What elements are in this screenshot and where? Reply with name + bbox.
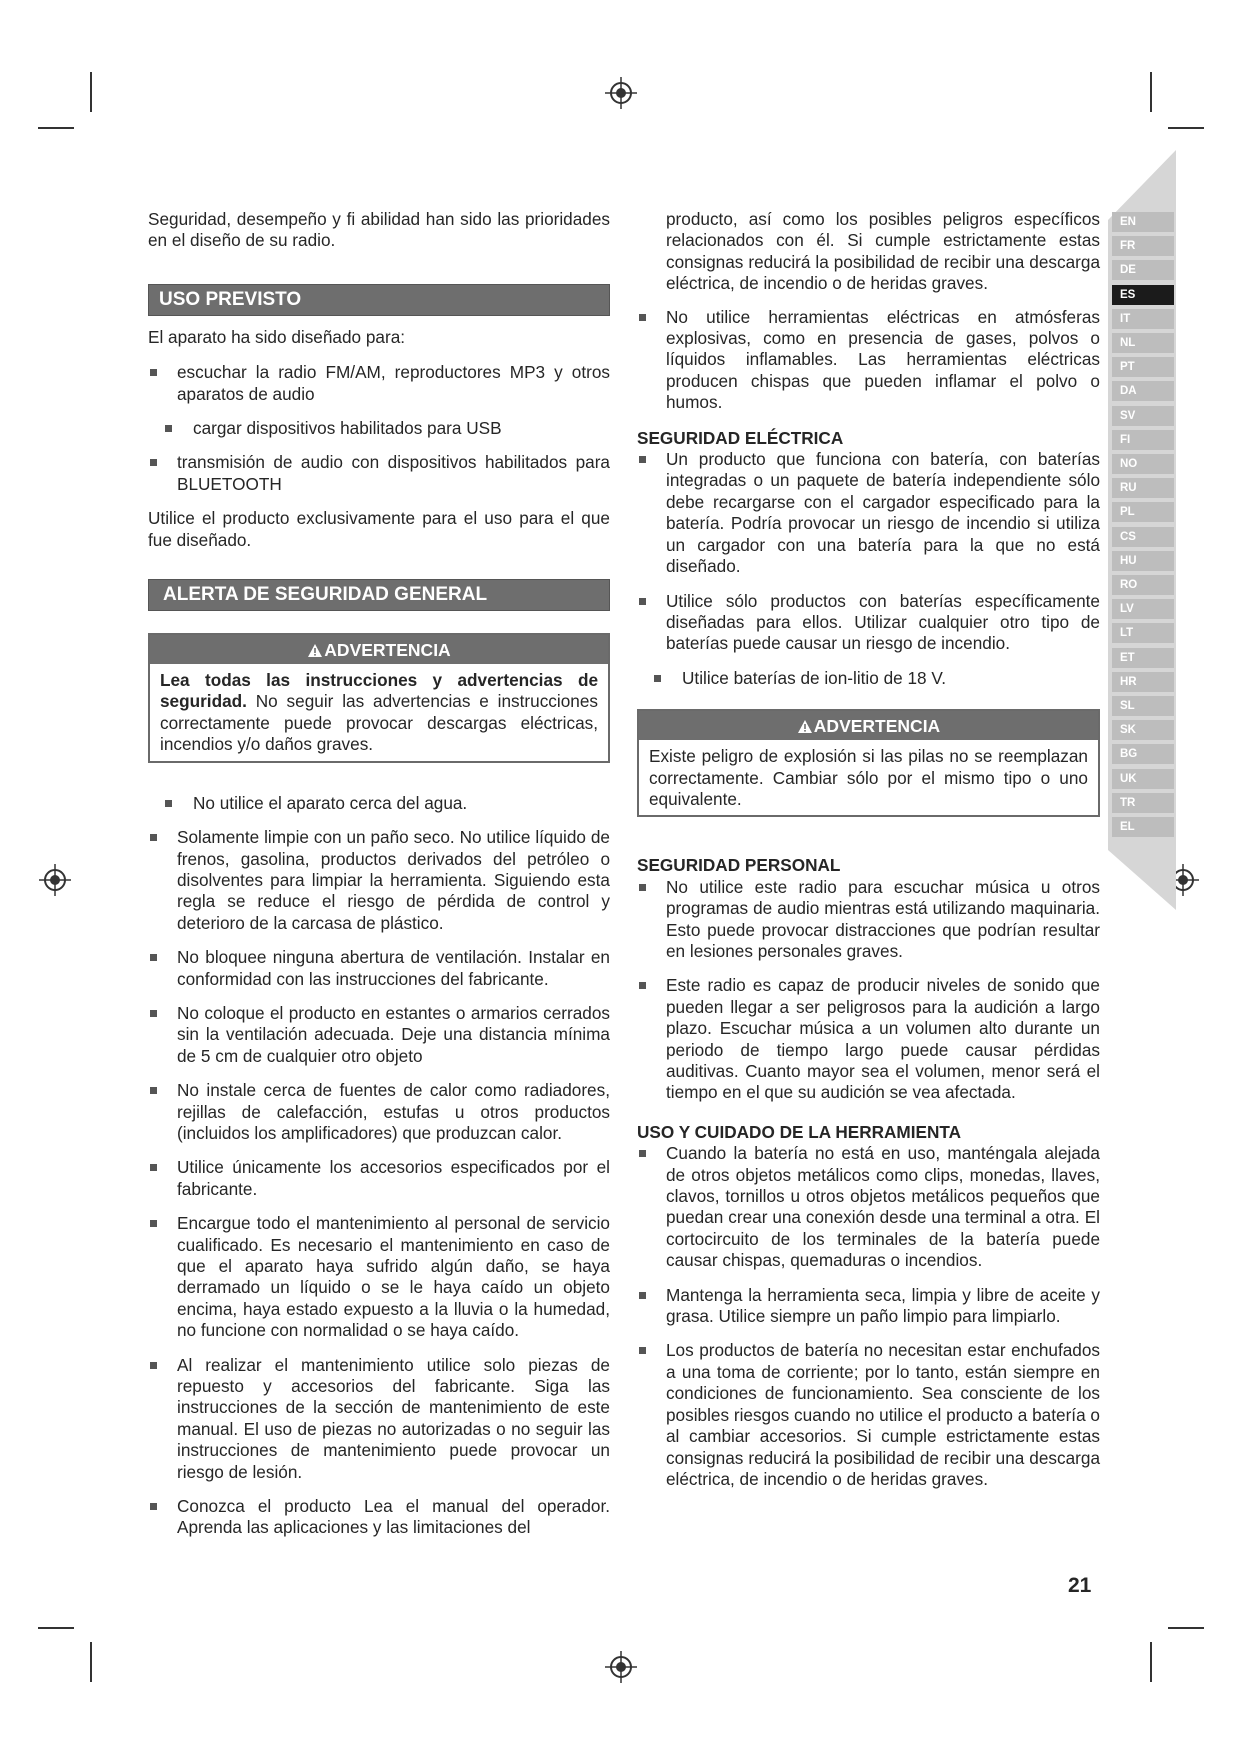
crop-mark [90, 72, 92, 112]
list-item: No utilice herramientas eléctricas en atmósferas explosivas, como en presencia de gases, polvos o líquidos inflamables. Las herramientas eléctricas producen chispas que pueden inflamar el polvo o humos. [637, 307, 1100, 414]
list-item: Al realizar el mantenimiento utilice solo piezas de repuesto y accesorios del fabricante. Siga las instrucciones de la sección de mantenimiento de este manual. El uso de piezas no autorizadas o no seguir las instrucciones de mantenimiento puede provocar un riesgo de lesión. [148, 1355, 610, 1483]
section-heading-alerta: ALERTA DE SEGURIDAD GENERAL [148, 579, 610, 611]
section-heading-cuidado: USO Y CUIDADO DE LA HERRAMIENTA [637, 1121, 962, 1142]
registration-mark-icon [604, 1650, 638, 1684]
list-item: No utilice el aparato cerca del agua. [148, 793, 610, 814]
list-item: Cuando la batería no está en uso, manténgala alejada de otros objetos metálicos como clips, monedas, llaves, clavos, tornillos u otros objetos metálicos pequeños que puedan crear una conexión desde una terminal a otra. El cortocircuito de los terminales de la batería puede causar chispas, quemaduras o incendios. [637, 1143, 1100, 1271]
registration-mark-icon [604, 76, 638, 110]
uso-previsto-lead: El aparato ha sido diseñado para: [148, 326, 406, 347]
electrica-list [637, 449, 1100, 689]
language-tab-sv: SV [1112, 406, 1174, 426]
page-number: 21 [1068, 1574, 1092, 1597]
warning-header [150, 635, 608, 664]
language-tab-lt: LT [1112, 623, 1174, 643]
warning-triangle-icon [307, 643, 323, 658]
uso-previsto-closing: Utilice el producto exclusivamente para el uso para el que fue diseñado. [148, 508, 610, 550]
warning-title: ADVERTENCIA [813, 716, 941, 737]
language-tab-et: ET [1112, 648, 1174, 668]
uso-previsto-list [148, 362, 610, 495]
warning-box [148, 633, 610, 763]
continued-text: producto, así como los posibles peligros específicos relacionados con él. Si cumple estrictamente estas consignas reducirá la posibilidad de recibir una descarga eléctrica, de incendio o de heridas graves. [666, 209, 1100, 294]
language-tab-fr: FR [1112, 236, 1174, 256]
crop-mark [1150, 1642, 1152, 1682]
language-tab-en: EN [1112, 212, 1174, 232]
crop-mark [38, 127, 74, 129]
list-item: transmisión de audio con dispositivos habilitados para BLUETOOTH [148, 452, 610, 495]
explosive-list [637, 307, 1100, 414]
language-tab-tr: TR [1112, 793, 1174, 813]
list-item: No bloquee ninguna abertura de ventilación. Instalar en conformidad con las instrucciones del fabricante. [148, 947, 610, 990]
language-tab-hr: HR [1112, 672, 1174, 692]
section-heading-personal: SEGURIDAD PERSONAL [637, 855, 841, 876]
safety-list [148, 793, 610, 1539]
crop-mark [1168, 1627, 1204, 1629]
language-tab-ru: RU [1112, 478, 1174, 498]
language-tab-sl: SL [1112, 696, 1174, 716]
language-tab-it: IT [1112, 309, 1174, 329]
warning-triangle-icon [797, 719, 813, 734]
list-item: No instale cerca de fuentes de calor como radiadores, rejillas de calefacción, estufas u otros productos (incluidos los amplificadores) que produzcan calor. [148, 1080, 610, 1144]
language-tab-uk: UK [1112, 769, 1174, 789]
list-item: Mantenga la herramienta seca, limpia y libre de aceite y grasa. Utilice siempre un paño limpio para limpiarlo. [637, 1285, 1100, 1328]
warning-title: ADVERTENCIA [324, 640, 451, 661]
section-heading-electrica: SEGURIDAD ELÉCTRICA [637, 427, 844, 448]
language-tab-sk: SK [1112, 720, 1174, 740]
language-tab-da: DA [1112, 381, 1174, 401]
battery-warning-box [637, 709, 1100, 817]
left-column [148, 209, 610, 1552]
list-item: escuchar la radio FM/AM, reproductores MP3 y otros aparatos de audio [148, 362, 610, 405]
language-tab-lv: LV [1112, 599, 1174, 619]
right-column [637, 209, 1100, 1503]
intro-text: Seguridad, desempeño y fi abilidad han sido las prioridades en el diseño de su radio. [148, 209, 610, 251]
language-tab-de: DE [1112, 260, 1174, 280]
warning-header [639, 711, 1098, 740]
language-tab-fi: FI [1112, 430, 1174, 450]
language-tab-bg: BG [1112, 744, 1174, 764]
list-item: Conozca el producto Lea el manual del operador. Aprenda las aplicaciones y las limitaciones del [148, 1496, 610, 1539]
list-item: Un producto que funciona con batería, con baterías integradas o un paquete de batería independiente sólo debe recargarse con el cargador especificado para la batería. Podría provocar un riesgo de incendio si utiliza un cargador con una batería para la que no está diseñado. [637, 449, 1100, 577]
list-item: Este radio es capaz de producir niveles de sonido que pueden llegar a ser peligrosos para la audición a largo plazo. Escuchar música a un volumen alto durante un periodo de tiempo largo puede causar pérdidas auditivas. Cuanto mayor sea el volumen, menor será el tiempo en el que su audición se vea afectada. [637, 975, 1100, 1103]
list-item: Encargue todo el mantenimiento al personal de servicio cualificado. Es necesario el mantenimiento en caso de que el aparato haya sufrido algún daño, se haya derramado un líquido o se le haya caído un objeto encima, haya estado expuesto a la lluvia o la humedad, no funcione con normalidad o se haya caído. [148, 1213, 610, 1341]
list-item: No utilice este radio para escuchar música u otros programas de audio mientras está utilizando maquinaria. Esto puede provocar distracciones que podrían resultar en lesiones personales graves. [637, 877, 1100, 963]
language-tab-el: EL [1112, 817, 1174, 837]
language-tab-hu: HU [1112, 551, 1174, 571]
list-item: Utilice únicamente los accesorios especificados por el fabricante. [148, 1157, 610, 1200]
warning-text: No seguir las advertencias e instrucciones correctamente puede provocar descargas eléctricas, incendios y/o daños graves. [160, 691, 598, 755]
section-heading-uso-previsto: USO PREVISTO [148, 284, 610, 316]
list-item: No coloque el producto en estantes o armarios cerrados sin la ventilación adecuada. Deje una distancia mínima de 5 cm de cualquier otro objeto [148, 1003, 610, 1067]
warning-body: Existe peligro de explosión si las pilas no se reemplazan correctamente. Cambiar sólo por el mismo tipo o uno equivalente. [649, 746, 1088, 809]
language-tab-pl: PL [1112, 502, 1174, 522]
warning-body [150, 664, 608, 761]
language-tab-nl: NL [1112, 333, 1174, 353]
cuidado-list [637, 1143, 1100, 1490]
language-tab-pt: PT [1112, 357, 1174, 377]
list-item: Utilice sólo productos con baterías específicamente diseñadas para ellos. Utilizar cualquier otro tipo de baterías puede causar un riesgo de incendio. [637, 591, 1100, 655]
language-tab-es: ES [1112, 285, 1174, 305]
crop-mark [1168, 127, 1204, 129]
registration-mark-icon [38, 863, 72, 897]
language-tab-no: NO [1112, 454, 1174, 474]
language-tab-cs: CS [1112, 527, 1174, 547]
list-item: cargar dispositivos habilitados para USB [148, 418, 610, 439]
list-item: Utilice baterías de ion-litio de 18 V. [637, 668, 1100, 689]
language-tab-ro: RO [1112, 575, 1174, 595]
crop-mark [1150, 72, 1152, 112]
list-item: Los productos de batería no necesitan estar enchufados a una toma de corriente; por lo tanto, están siempre en condiciones de funcionamiento. Sea consciente de los posibles riesgos cuando no utilice el producto a batería o al cambiar accesorios. Si cumple estrictamente estas consignas reducirá la posibilidad de recibir una descarga eléctrica, de incendio o de heridas graves. [637, 1340, 1100, 1490]
crop-mark [90, 1642, 92, 1682]
list-item: Solamente limpie con un paño seco. No utilice líquido de frenos, gasolina, productos derivados del petróleo o disolventes para limpiar la herramienta. Siguiendo esta regla se reduce el riesgo de pérdida de control y deterioro de la carcasa de plástico. [148, 827, 610, 934]
warning-bold-text: Lea todas las instrucciones y advertencias de seguridad. [160, 670, 598, 712]
personal-list [637, 877, 1100, 1104]
crop-mark [38, 1627, 74, 1629]
